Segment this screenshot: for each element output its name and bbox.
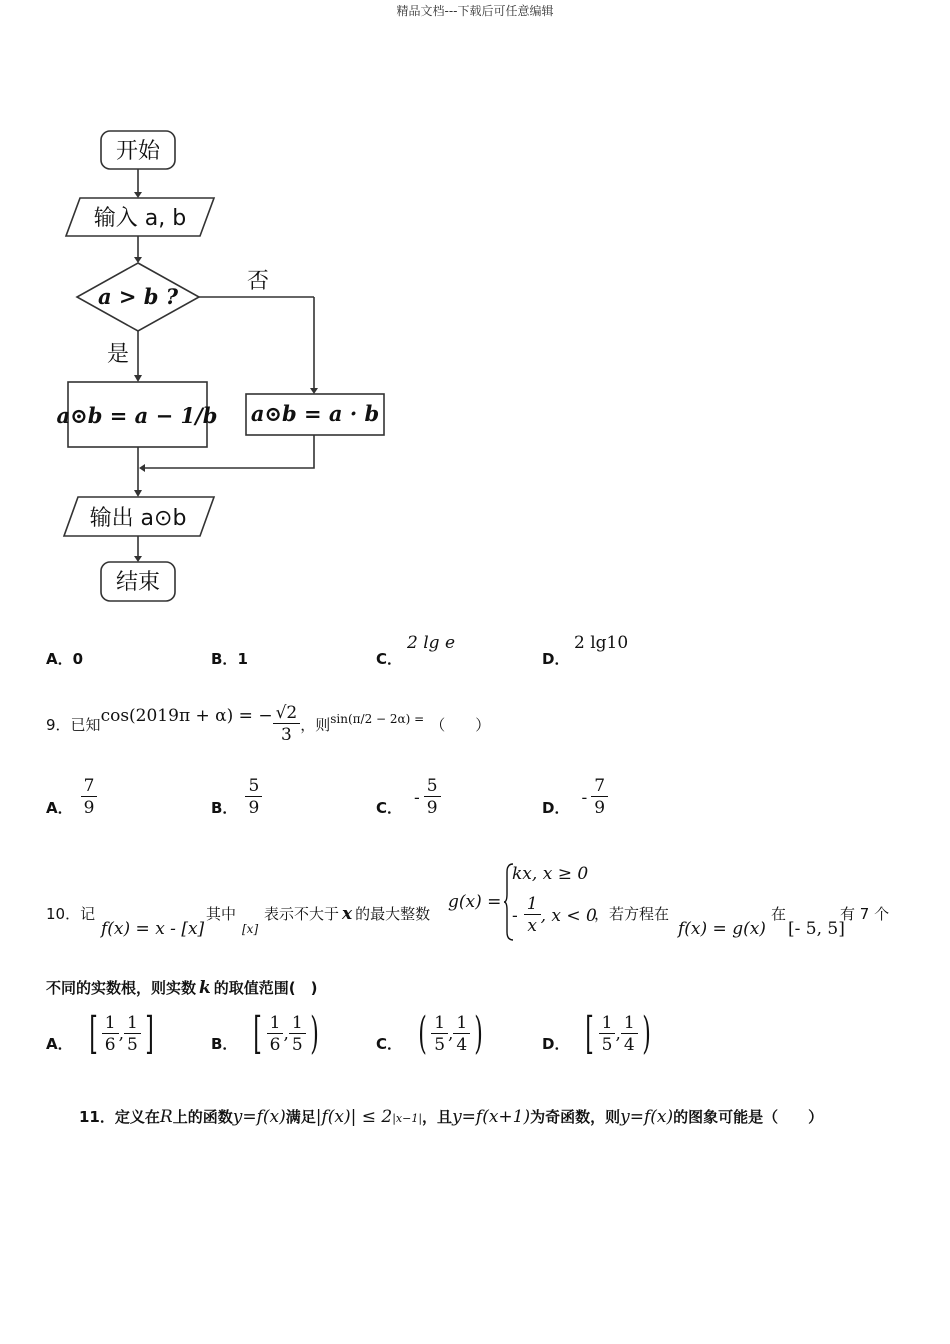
q10-interval: [- 5, 5]	[788, 919, 845, 939]
q10-case-2: - $\frac{1}{x}$ , x < 0	[512, 894, 597, 936]
flowchart-yes-label: 是	[106, 342, 130, 367]
flowchart-input-label: 输入 a, b	[93, 206, 187, 231]
q9-fraction: $\frac{√2}{3}$	[273, 703, 301, 746]
q10-option-a[interactable]: A． [ $\frac{1}{6}$ , $\frac{1}{5}$ ]	[46, 1008, 154, 1059]
flowchart-end-label: 结束	[115, 570, 161, 595]
q9-option-d[interactable]: D． - $\frac{7}{9}$	[542, 776, 608, 819]
q8-option-c-value: 2 lg e	[407, 633, 456, 653]
q8-option-b[interactable]: B．1	[211, 650, 248, 668]
flowchart-yes-box-label: a⊙b = a − 1/b	[56, 403, 218, 428]
q8-option-a[interactable]: A．0	[46, 650, 84, 668]
q9-option-c[interactable]: C． - $\frac{5}{9}$	[376, 776, 441, 819]
q8-option-d[interactable]: D．	[542, 650, 570, 668]
q10-option-c[interactable]: C． ( $\frac{1}{5}$ , $\frac{1}{4}$ )	[376, 1008, 484, 1059]
flowchart-start-label: 开始	[115, 139, 161, 164]
q8-option-c[interactable]: C．	[376, 650, 403, 668]
flowchart-condition-label: a > b ?	[97, 284, 179, 309]
q10-bracket-x: [x]	[242, 922, 259, 936]
q10-line-2: 不同的实数根，则实数 k 的取值范围( )	[46, 978, 318, 998]
q10-equation: f(x) = g(x)	[678, 919, 766, 939]
q10-case-1: kx, x ≥ 0	[512, 864, 589, 884]
q10-fx: f(x) = x - [x]	[101, 919, 205, 939]
flowchart-output-label: 输出 a⊙b	[89, 506, 187, 531]
q8-option-d-value: 2 lg10	[574, 633, 629, 653]
question-11: 11． 定义在 R 上的函数 y=f(x) 满足 |f(x)| ≤ 2 |x−1| ，且 y=f(x+1) 为奇函数，则 y=f(x) 的图象可能是（ ）	[79, 1107, 824, 1127]
q9-number: 9．	[46, 715, 71, 734]
question-9: 9． 已知 cos(2019π + α) = − $\frac{√2}{3}$ ，则 sin(π/2 − 2α) = （ ）	[46, 702, 491, 745]
q10-gx: g(x) =	[448, 892, 502, 912]
q10-number: 10．记	[46, 905, 96, 923]
q10-description: 表示不大于 x 的最大整数	[264, 904, 431, 924]
q10-option-b[interactable]: B． [ $\frac{1}{6}$ , $\frac{1}{5}$ )	[211, 1008, 319, 1059]
q10-option-d[interactable]: D． [ $\frac{1}{5}$ , $\frac{1}{4}$ )	[542, 1008, 651, 1059]
q9-option-a[interactable]: A． $\frac{7}{9}$	[46, 776, 97, 819]
flowchart	[0, 0, 420, 620]
q9-target: sin(π/2 − 2α) =	[330, 712, 425, 726]
flowchart-no-label: 否	[246, 269, 270, 294]
q9-condition: cos(2019π + α) = −	[100, 706, 273, 726]
q9-option-b[interactable]: B． $\frac{5}{9}$	[211, 776, 262, 819]
page-header: 精品文档---下载后可任意编辑	[396, 4, 554, 18]
flowchart-no-box-label: a⊙b = a · b	[250, 401, 380, 426]
